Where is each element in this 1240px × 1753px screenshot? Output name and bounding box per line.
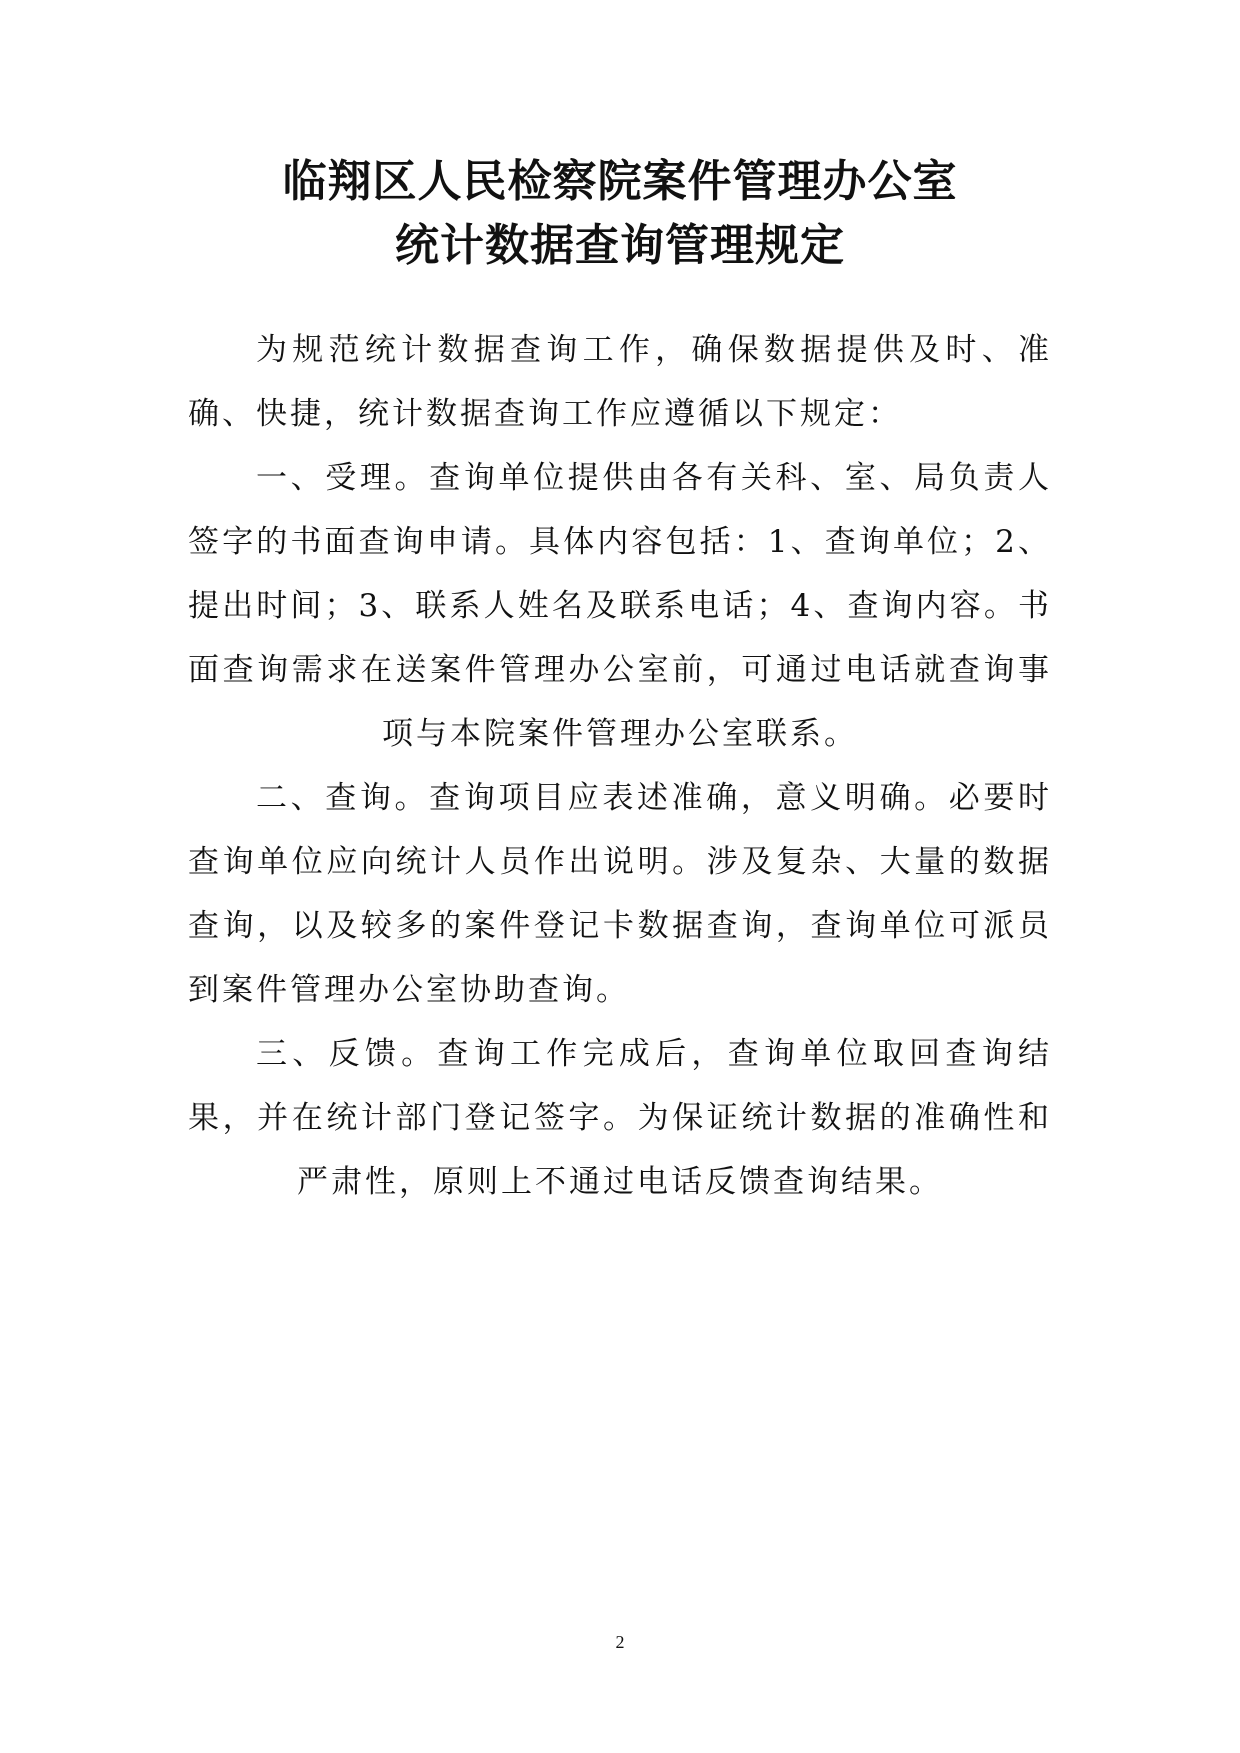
- paragraph-feedback: 三、反馈。查询工作完成后，查询单位取回查询结果，并在统计部门登记签字。为保证统计数据的准确性和严肃性，原则上不通过电话反馈查询结果。: [188, 1036, 1052, 1200]
- document-title-line-1: 临翔区人民检察院案件管理办公室: [282, 156, 958, 207]
- paragraph-intro: 为规范统计数据查询工作，确保数据提供及时、准确、快捷，统计数据查询工作应遵循以下规定：: [188, 332, 1052, 432]
- paragraph-query: 二、查询。查询项目应表述准确，意义明确。必要时查询单位应向统计人员作出说明。涉及复杂、大量的数据查询，以及较多的案件登记卡数据查询，查询单位可派员到案件管理办公室协助查询。: [188, 780, 1052, 1008]
- paragraph-acceptance: 一、受理。查询单位提供由各有关科、室、局负责人签字的书面查询申请。具体内容包括：1、查询单位；2、提出时间；3、联系人姓名及联系电话；4、查询内容。书面查询需求在送案件管理办公室前，可通过电话就查询事项与本院案件管理办公室联系。: [188, 460, 1052, 752]
- document-body: [188, 318, 1052, 1214]
- page-number: 2: [615, 1632, 625, 1652]
- document-title-line-2: 统计数据查询管理规定: [395, 220, 845, 271]
